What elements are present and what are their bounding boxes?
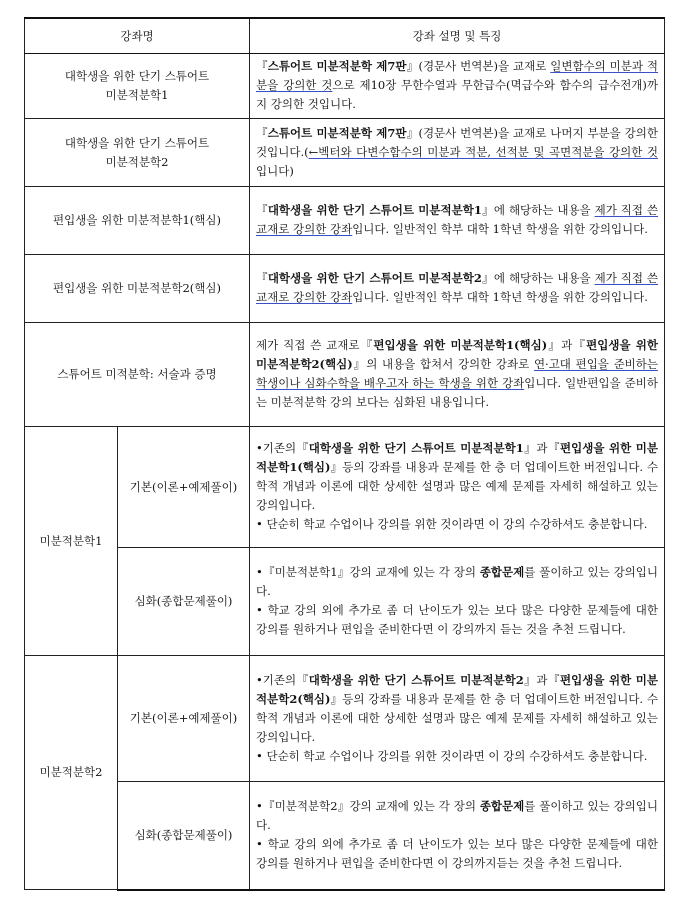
table-row — [25, 187, 665, 255]
course-description: 『대학생을 위한 단기 스튜어트 미분적분학2』에 해당하는 내용을 제가 직접 쓴 교재로 강의한 강좌입니다. 일반적인 학부 대학 1학년 학생을 위한 강의입니다. — [250, 255, 665, 323]
course-description: 『스튜어트 미분적분학 제7판』(경문사 번역본)을 교재로 일변함수의 미분과 적분을 강의한 것으로 제10장 무한수열과 무한급수(멱급수와 함수의 급수전개)까지 강의한 것입니다. — [250, 54, 665, 119]
table-row — [25, 782, 665, 890]
course-name: 대학생을 위한 단기 스튜어트 미분적분학2 — [25, 119, 250, 187]
course-level-advanced: 심화(종합문제풀이) — [118, 782, 250, 890]
course-level-basic: 기본(이론+예제풀이) — [118, 656, 250, 782]
course-level-advanced: 심화(종합문제풀이) — [118, 548, 250, 656]
course-table — [24, 17, 665, 891]
course-description: 『대학생을 위한 단기 스튜어트 미분적분학1』에 해당하는 내용을 제가 직접 쓴 교재로 강의한 강좌입니다. 일반적인 학부 대학 1학년 학생을 위한 강의입니다. — [250, 187, 665, 255]
course-description: •『미분적분학1』강의 교재에 있는 각 장의 종합문제를 풀이하고 있는 강의입니다. • 학교 강의 외에 추가로 좀 더 난이도가 있는 보다 많은 다양한 문제들에 대한 강의를 원하거나 편입을 준비한다면 이 강의까지 듣는 것을 추천 드립니다. — [250, 548, 665, 656]
table-row — [25, 54, 665, 119]
course-description: •『미분적분학2』강의 교재에 있는 각 장의 종합문제를 풀이하고 있는 강의입니다. • 학교 강의 외에 추가로 좀 더 난이도가 있는 보다 많은 다양한 문제들에 대한 강의를 원하거나 편입을 준비한다면 이 강의까지듣는 것을 추천 드립니다. — [250, 782, 665, 890]
group-name: 미분적분학2 — [25, 656, 118, 890]
table-row — [25, 427, 665, 548]
course-name: 대학생을 위한 단기 스튜어트 미분적분학1 — [25, 54, 250, 119]
table-row — [25, 656, 665, 782]
table-row — [25, 323, 665, 427]
table-row — [25, 119, 665, 187]
header-course-name: 강좌명 — [25, 18, 250, 54]
course-name: 편입생을 위한 미분적분학2(핵심) — [25, 255, 250, 323]
header-row — [25, 18, 665, 54]
header-course-description: 강좌 설명 및 특징 — [250, 18, 665, 54]
group-name: 미분적분학1 — [25, 427, 118, 656]
table-row — [25, 255, 665, 323]
course-level-basic: 기본(이론+예제풀이) — [118, 427, 250, 548]
course-description: 제가 직접 쓴 교재로『편입생을 위한 미분적분학1(핵심)』과『편입생을 위한 미분적분학2(핵심)』의 내용을 합쳐서 강의한 강좌로 연·고대 편입을 준비하는 학생이나 심화수학을 배우고자 하는 학생을 위한 강좌입니다. 일반편입을 준비하는 미분적분학 강의 보다는 심화된 내용입니다. — [250, 323, 665, 427]
course-name: 편입생을 위한 미분적분학1(핵심) — [25, 187, 250, 255]
course-description: 『스튜어트 미분적분학 제7판』(경문사 번역본)을 교재로 나머지 부분을 강의한 것입니다.(←벡터와 다변수함수의 미분과 적분, 선적분 및 곡면적분을 강의한 것입니다) — [250, 119, 665, 187]
course-description: •기존의『대학생을 위한 단기 스튜어트 미분적분학2』과『편입생을 위한 미분적분학2(핵심)』등의 강좌를 내용과 문제를 한 층 더 업데이트한 버전입니다. 수학적 개념과 이론에 대한 상세한 설명과 많은 예제 문제를 자세히 해설하고 있는 강의입니다. • 단순히 학교 수업이나 강의를 위한 것이라면 이 강의 수강하셔도 충분합니다. — [250, 656, 665, 782]
course-description: •기존의『대학생을 위한 단기 스튜어트 미분적분학1』과『편입생을 위한 미분적분학1(핵심)』등의 강좌를 내용과 문제를 한 층 더 업데이트한 버전입니다. 수학적 개념과 이론에 대한 상세한 설명과 많은 예제 문제를 자세히 해설하고 있는 강의입니다. • 단순히 학교 수업이나 강의를 위한 것이라면 이 강의 수강하셔도 충분합니다. — [250, 427, 665, 548]
table-row — [25, 548, 665, 656]
course-name: 스튜어트 미적분학: 서술과 증명 — [25, 323, 250, 427]
